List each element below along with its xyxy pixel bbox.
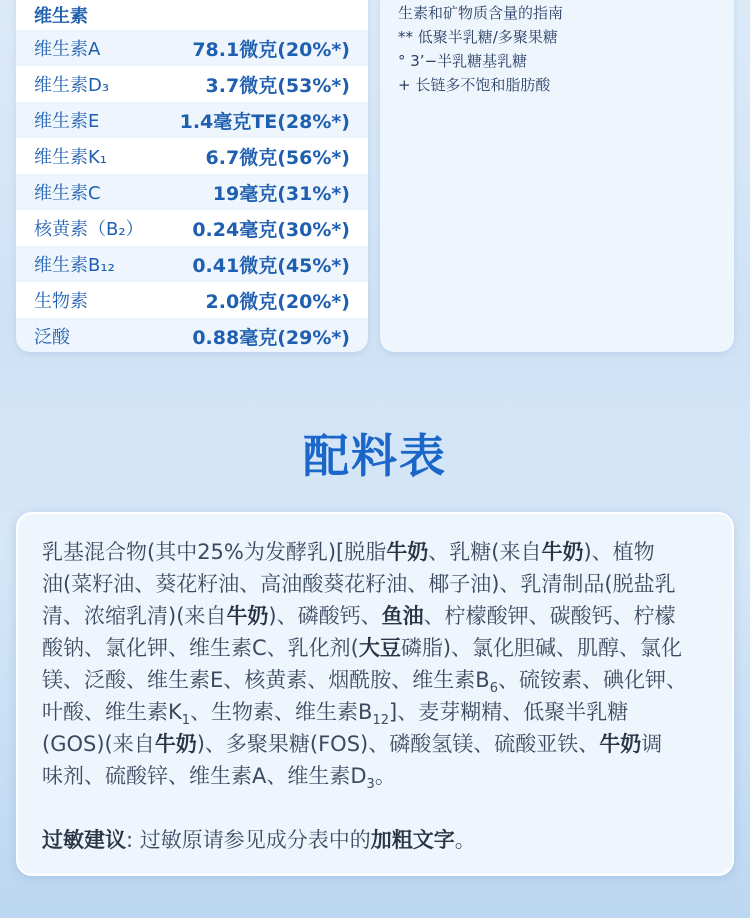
ingredients-line: 酸钠、氯化钾、维生素C、乳化剂(大豆磷脂)、氯化胆碱、肌醇、氯化 (42, 636, 683, 660)
vitamin-row (16, 318, 368, 352)
vitamin-row (16, 30, 368, 66)
vitamin-name: 维生素E (34, 111, 100, 132)
vitamin-name: 核黄素（B₂） (34, 219, 144, 240)
ingredients-line: (GOS)(来自牛奶)、多聚果糖(FOS)、磷酸氢镁、硫酸亚铁、牛奶调 (42, 732, 663, 756)
ingredients-line: 味剂、硫酸锌、维生素A、维生素$D_3$。 (42, 764, 396, 793)
vitamin-value: 3.7微克(53%*) (205, 74, 350, 97)
vitamin-value: 2.0微克(20%*) (205, 290, 350, 313)
ingredients-line: 镁、泛酸、维生素E、核黄素、烟酰胺、维生素$B_6$、硫铵素、碘化钾、 (42, 668, 687, 697)
footnote-line: ** 低聚半乳糖/多聚果糖 (398, 28, 558, 46)
ingredients-line: 清、浓缩乳清)(来自牛奶)、磷酸钙、鱼油、柠檬酸钾、碳酸钙、柠檬 (42, 604, 676, 628)
ingredients-line: 乳基混合物(其中25%为发酵乳)[脱脂牛奶、乳糖(来自牛奶)、植物 (42, 540, 655, 564)
ingredients-line: 叶酸、维生素$K_1$、生物素、维生素$B_{12}$]、麦芽糊精、低聚半乳糖 (42, 700, 629, 729)
vitamin-row (16, 210, 368, 246)
vitamin-name: 维生素D₃ (34, 75, 110, 96)
vitamin-name: 维生素K₁ (34, 147, 108, 168)
allergy-bold-text: 加粗文字 (370, 828, 455, 852)
footnote-line: + 长链多不饱和脂肪酸 (398, 76, 551, 94)
vitamin-row (16, 174, 368, 210)
vitamin-row (16, 102, 368, 138)
vitamin-value: 0.88毫克(29%*) (192, 326, 350, 349)
allergy-advice (42, 824, 476, 854)
ingredients-line: 油(菜籽油、葵花籽油、高油酸葵花籽油、椰子油)、乳清制品(脱盐乳 (42, 572, 676, 596)
vitamin-value: 6.7微克(56%*) (205, 146, 350, 169)
vitamin-header-row (16, 0, 368, 30)
vitamin-value: 0.24毫克(30%*) (192, 218, 350, 241)
footnote-line: ° 3’−半乳糖基乳糖 (398, 52, 528, 70)
ingredients-title: 配料表 (303, 429, 447, 483)
vitamin-name: 维生素B₁₂ (34, 255, 115, 276)
vitamin-row (16, 282, 368, 318)
vitamin-header: 维生素 (34, 6, 88, 27)
vitamin-table (16, 0, 368, 352)
vitamin-row (16, 138, 368, 174)
vitamin-value: 0.41微克(45%*) (192, 254, 350, 277)
vitamin-value: 1.4毫克TE(28%*) (179, 110, 350, 133)
allergy-end: 。 (454, 828, 476, 852)
vitamin-row (16, 66, 368, 102)
vitamin-name: 生物素 (34, 291, 88, 312)
vitamin-row (16, 246, 368, 282)
footnote-line: 生素和矿物质含量的指南 (398, 4, 564, 22)
vitamin-value: 78.1微克(20%*) (192, 38, 350, 61)
footnotes-card (380, 0, 734, 352)
vitamin-name: 泛酸 (34, 327, 70, 348)
vitamin-name: 维生素A (34, 39, 101, 60)
ingredients-card (16, 512, 734, 876)
allergy-label: 过敏建议 (42, 828, 126, 852)
vitamin-value: 19毫克(31%*) (212, 182, 350, 205)
allergy-text: : 过敏原请参见成分表中的 (126, 828, 371, 852)
vitamin-name: 维生素C (34, 183, 101, 204)
